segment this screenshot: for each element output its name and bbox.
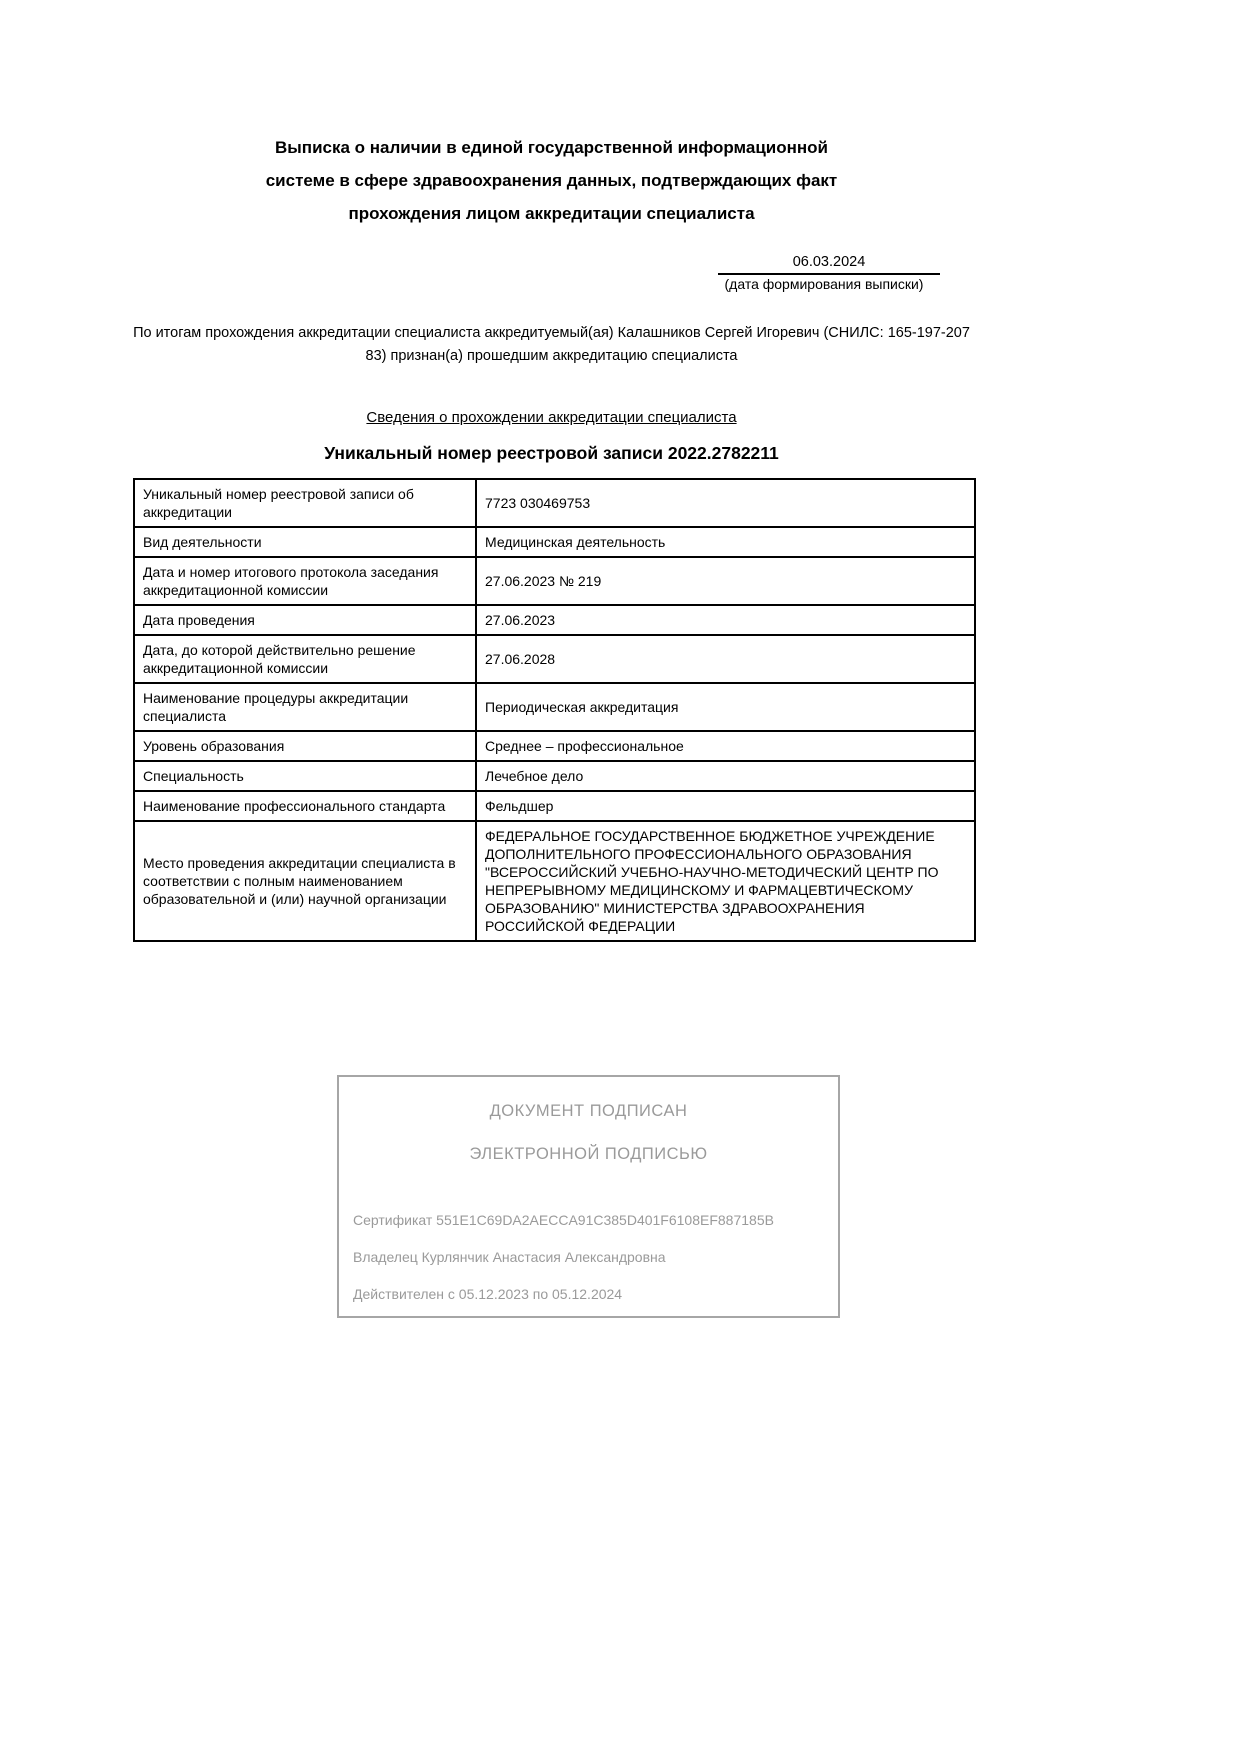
document-content [133,0,970,1318]
section-heading: Сведения о прохождении аккредитации специалиста [366,409,737,426]
row-value: Среднее – профессиональное [476,731,975,761]
row-value: 27.06.2028 [476,635,975,683]
row-value: Фельдшер [476,791,975,821]
row-value: Медицинская деятельность [476,527,975,557]
table-row [134,821,975,941]
table-row [134,635,975,683]
accreditation-table [133,478,976,942]
accreditation-table-body [134,479,975,941]
stamp-title-line1: ДОКУМЕНТ ПОДПИСАН [489,1102,688,1120]
row-value: Лечебное дело [476,761,975,791]
table-row [134,479,975,527]
registry-record-heading: Уникальный номер реестровой записи 2022.2782211 [324,443,779,463]
row-label: Дата и номер итогового протокола заседания аккредитационной комиссии [134,557,476,605]
stamp-title-line2: ЭЛЕКТРОННОЙ ПОДПИСЬЮ [469,1145,708,1163]
row-value: ФЕДЕРАЛЬНОЕ ГОСУДАРСТВЕННОЕ БЮДЖЕТНОЕ УЧРЕЖДЕНИЕ ДОПОЛНИТЕЛЬНОГО ПРОФЕССИОНАЛЬНОГО ОБРАЗОВАНИЯ "ВСЕРОССИЙСКИЙ УЧЕБНО-НАУЧНО-МЕТОДИЧЕСКИЙ ЦЕНТР ПО НЕПРЕРЫВНОМУ МЕДИЦИНСКОМУ И ФАРМАЦЕВТИЧЕСКОМУ ОБРАЗОВАНИЮ" МИНИСТЕРСТВА ЗДРАВООХРАНЕНИЯ РОССИЙСКОЙ ФЕДЕРАЦИИ [476,821,975,941]
row-value: Периодическая аккредитация [476,683,975,731]
accreditation-result-paragraph: По итогам прохождения аккредитации специалиста аккредитуемый(ая) Калашников Сергей Игоревич (СНИЛС: 165-197-207 83) признан(а) прошедшим аккредитацию специалиста [133,325,970,364]
row-value: 7723 030469753 [476,479,975,527]
row-label: Наименование процедуры аккредитации специалиста [134,683,476,731]
table-row [134,605,975,635]
document-title: Выписка о наличии в единой государственной информационной системе в сфере здравоохранения данных, подтверждающих факт прохождения лицом аккредитации специалиста [265,138,838,223]
extract-date: 06.03.2024 [718,252,940,275]
row-value: 27.06.2023 № 219 [476,557,975,605]
row-label: Уровень образования [134,731,476,761]
stamp-certificate: Сертификат 551E1C69DA2AECCA91C385D401F6108EF887185B [353,1212,774,1228]
row-label: Уникальный номер реестровой записи об аккредитации [134,479,476,527]
extract-date-caption: (дата формирования выписки) [724,276,924,292]
row-label: Дата, до которой действительно решение аккредитационной комиссии [134,635,476,683]
table-row [134,761,975,791]
stamp-validity: Действителен с 05.12.2023 по 05.12.2024 [353,1286,623,1302]
stamp-owner: Владелец Курлянчик Анастасия Александровна [353,1249,666,1265]
row-label: Специальность [134,761,476,791]
row-label: Наименование профессионального стандарта [134,791,476,821]
table-row [134,791,975,821]
row-label: Место проведения аккредитации специалиста в соответствии с полным наименованием образовательной и (или) научной организации [134,821,476,941]
table-row [134,683,975,731]
table-row [134,557,975,605]
row-value: 27.06.2023 [476,605,975,635]
row-label: Вид деятельности [134,527,476,557]
table-row [134,527,975,557]
table-row [134,731,975,761]
electronic-signature-stamp [337,1075,840,1318]
row-label: Дата проведения [134,605,476,635]
extract-date-block [718,252,940,294]
